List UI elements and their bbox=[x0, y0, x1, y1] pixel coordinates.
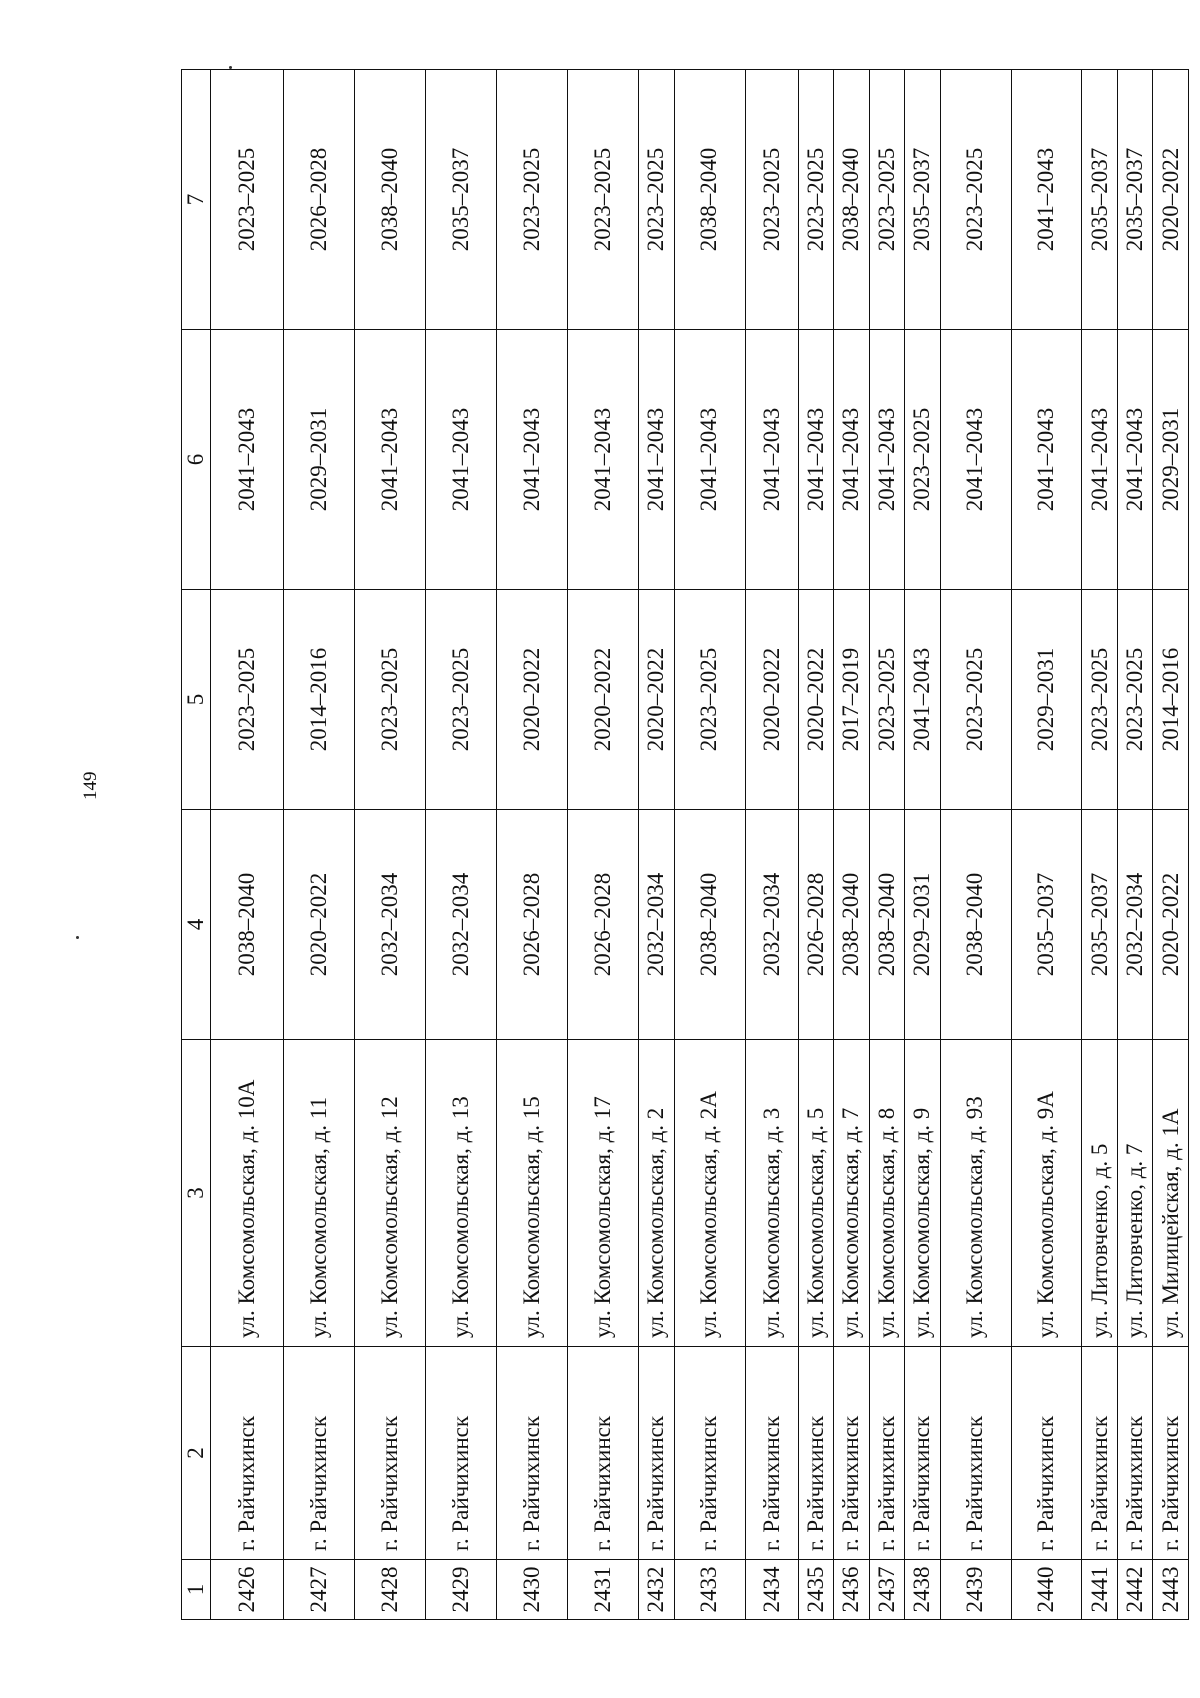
cell-address: ул. Комсомольская, д. 9А bbox=[1011, 1040, 1082, 1347]
cell-period-4: 2032–2034 bbox=[426, 810, 497, 1040]
cell-period-4: 2038–2040 bbox=[869, 810, 904, 1040]
table-row bbox=[1117, 70, 1152, 1620]
cell-period-7: 2038–2040 bbox=[834, 70, 869, 330]
cell-address: ул. Комсомольская, д. 93 bbox=[940, 1040, 1011, 1347]
cell-period-7: 2023–2025 bbox=[211, 70, 284, 330]
table-row bbox=[674, 70, 745, 1620]
cell-period-5: 2023–2025 bbox=[869, 590, 904, 810]
cell-period-7: 2038–2040 bbox=[674, 70, 745, 330]
cell-period-7: 2020–2022 bbox=[1153, 70, 1189, 330]
cell-period-4: 2032–2034 bbox=[1117, 810, 1152, 1040]
cell-period-5: 2020–2022 bbox=[497, 590, 568, 810]
cell-address: ул. Милицейская, д. 1А bbox=[1153, 1040, 1189, 1347]
column-header: 1 bbox=[182, 1560, 211, 1620]
cell-period-7: 2041–2043 bbox=[1011, 70, 1082, 330]
cell-address: ул. Комсомольская, д. 11 bbox=[284, 1040, 355, 1347]
cell-period-6: 2023–2025 bbox=[905, 330, 940, 590]
table-row bbox=[834, 70, 869, 1620]
cell-row-number: 2435 bbox=[798, 1560, 833, 1620]
cell-city: г. Райчихинск bbox=[674, 1347, 745, 1560]
cell-period-5: 2020–2022 bbox=[798, 590, 833, 810]
column-header: 2 bbox=[182, 1347, 211, 1560]
cell-period-4: 2038–2040 bbox=[940, 810, 1011, 1040]
cell-period-7: 2023–2025 bbox=[869, 70, 904, 330]
table-row bbox=[284, 70, 355, 1620]
cell-period-7: 2023–2025 bbox=[497, 70, 568, 330]
table-row bbox=[639, 70, 674, 1620]
table-row bbox=[798, 70, 833, 1620]
cell-row-number: 2436 bbox=[834, 1560, 869, 1620]
cell-period-7: 2035–2037 bbox=[1082, 70, 1117, 330]
cell-city: г. Райчихинск bbox=[355, 1347, 426, 1560]
cell-period-4: 2026–2028 bbox=[798, 810, 833, 1040]
cell-period-6: 2041–2043 bbox=[211, 330, 284, 590]
table-row bbox=[1082, 70, 1117, 1620]
cell-row-number: 2443 bbox=[1153, 1560, 1189, 1620]
table-row bbox=[211, 70, 284, 1620]
page-number: 149 bbox=[80, 771, 101, 800]
cell-period-4: 2032–2034 bbox=[745, 810, 798, 1040]
cell-period-4: 2026–2028 bbox=[497, 810, 568, 1040]
cell-period-6: 2041–2043 bbox=[1011, 330, 1082, 590]
cell-address: ул. Комсомольская, д. 3 bbox=[745, 1040, 798, 1347]
cell-period-5: 2029–2031 bbox=[1011, 590, 1082, 810]
cell-address: ул. Комсомольская, д. 15 bbox=[497, 1040, 568, 1347]
cell-city: г. Райчихинск bbox=[1082, 1347, 1117, 1560]
cell-period-6: 2041–2043 bbox=[568, 330, 639, 590]
cell-city: г. Райчихинск bbox=[940, 1347, 1011, 1560]
cell-city: г. Райчихинск bbox=[426, 1347, 497, 1560]
cell-address: ул. Комсомольская, д. 7 bbox=[834, 1040, 869, 1347]
cell-period-7: 2026–2028 bbox=[284, 70, 355, 330]
cell-period-7: 2023–2025 bbox=[940, 70, 1011, 330]
cell-period-6: 2041–2043 bbox=[674, 330, 745, 590]
cell-row-number: 2440 bbox=[1011, 1560, 1082, 1620]
cell-row-number: 2438 bbox=[905, 1560, 940, 1620]
cell-period-6: 2041–2043 bbox=[834, 330, 869, 590]
cell-row-number: 2434 bbox=[745, 1560, 798, 1620]
table-row bbox=[426, 70, 497, 1620]
table-row bbox=[1011, 70, 1082, 1620]
cell-city: г. Райчихинск bbox=[568, 1347, 639, 1560]
cell-row-number: 2427 bbox=[284, 1560, 355, 1620]
cell-period-5: 2014–2016 bbox=[284, 590, 355, 810]
cell-period-6: 2029–2031 bbox=[1153, 330, 1189, 590]
cell-row-number: 2430 bbox=[497, 1560, 568, 1620]
cell-period-6: 2041–2043 bbox=[745, 330, 798, 590]
cell-address: ул. Комсомольская, д. 2 bbox=[639, 1040, 674, 1347]
cell-row-number: 2437 bbox=[869, 1560, 904, 1620]
cell-row-number: 2432 bbox=[639, 1560, 674, 1620]
cell-city: г. Райчихинск bbox=[869, 1347, 904, 1560]
cell-row-number: 2426 bbox=[211, 1560, 284, 1620]
cell-period-6: 2041–2043 bbox=[869, 330, 904, 590]
cell-row-number: 2431 bbox=[568, 1560, 639, 1620]
cell-address: ул. Литовченко, д. 7 bbox=[1117, 1040, 1152, 1347]
column-header: 4 bbox=[182, 810, 211, 1040]
cell-period-6: 2041–2043 bbox=[940, 330, 1011, 590]
cell-period-6: 2041–2043 bbox=[798, 330, 833, 590]
table-row bbox=[940, 70, 1011, 1620]
cell-city: г. Райчихинск bbox=[745, 1347, 798, 1560]
cell-address: ул. Комсомольская, д. 9 bbox=[905, 1040, 940, 1347]
cell-period-7: 2023–2025 bbox=[639, 70, 674, 330]
cell-city: г. Райчихинск bbox=[639, 1347, 674, 1560]
data-table bbox=[181, 69, 1189, 1620]
cell-address: ул. Комсомольская, д. 13 bbox=[426, 1040, 497, 1347]
rotated-table-container bbox=[181, 70, 1189, 1620]
cell-period-6: 2041–2043 bbox=[355, 330, 426, 590]
cell-address: ул. Комсомольская, д. 5 bbox=[798, 1040, 833, 1347]
table-row bbox=[745, 70, 798, 1620]
cell-period-6: 2041–2043 bbox=[1082, 330, 1117, 590]
cell-period-4: 2029–2031 bbox=[905, 810, 940, 1040]
cell-city: г. Райчихинск bbox=[905, 1347, 940, 1560]
cell-period-4: 2020–2022 bbox=[1153, 810, 1189, 1040]
cell-period-4: 2020–2022 bbox=[284, 810, 355, 1040]
cell-period-5: 2041–2043 bbox=[905, 590, 940, 810]
cell-period-4: 2038–2040 bbox=[211, 810, 284, 1040]
cell-period-4: 2035–2037 bbox=[1011, 810, 1082, 1040]
cell-period-4: 2038–2040 bbox=[674, 810, 745, 1040]
cell-period-7: 2035–2037 bbox=[426, 70, 497, 330]
table-row bbox=[869, 70, 904, 1620]
cell-address: ул. Комсомольская, д. 2А bbox=[674, 1040, 745, 1347]
column-header: 5 bbox=[182, 590, 211, 810]
cell-period-4: 2032–2034 bbox=[639, 810, 674, 1040]
cell-row-number: 2428 bbox=[355, 1560, 426, 1620]
cell-period-7: 2023–2025 bbox=[745, 70, 798, 330]
cell-row-number: 2439 bbox=[940, 1560, 1011, 1620]
cell-period-5: 2023–2025 bbox=[426, 590, 497, 810]
cell-period-5: 2023–2025 bbox=[1082, 590, 1117, 810]
cell-period-6: 2029–2031 bbox=[284, 330, 355, 590]
cell-city: г. Райчихинск bbox=[834, 1347, 869, 1560]
cell-city: г. Райчихинск bbox=[1117, 1347, 1152, 1560]
cell-period-4: 2035–2037 bbox=[1082, 810, 1117, 1040]
cell-address: ул. Комсомольская, д. 10А bbox=[211, 1040, 284, 1347]
cell-period-5: 2023–2025 bbox=[355, 590, 426, 810]
cell-city: г. Райчихинск bbox=[497, 1347, 568, 1560]
table-row bbox=[905, 70, 940, 1620]
cell-city: г. Райчихинск bbox=[1011, 1347, 1082, 1560]
column-header: 3 bbox=[182, 1040, 211, 1347]
header-row bbox=[182, 70, 211, 1620]
cell-period-5: 2023–2025 bbox=[674, 590, 745, 810]
scan-speck bbox=[76, 936, 79, 939]
cell-period-5: 2023–2025 bbox=[211, 590, 284, 810]
cell-period-5: 2023–2025 bbox=[940, 590, 1011, 810]
cell-row-number: 2429 bbox=[426, 1560, 497, 1620]
table-row bbox=[497, 70, 568, 1620]
cell-period-6: 2041–2043 bbox=[639, 330, 674, 590]
cell-address: ул. Комсомольская, д. 8 bbox=[869, 1040, 904, 1347]
cell-period-4: 2026–2028 bbox=[568, 810, 639, 1040]
cell-period-7: 2038–2040 bbox=[355, 70, 426, 330]
cell-row-number: 2433 bbox=[674, 1560, 745, 1620]
cell-city: г. Райчихинск bbox=[211, 1347, 284, 1560]
cell-period-7: 2035–2037 bbox=[1117, 70, 1152, 330]
cell-period-6: 2041–2043 bbox=[1117, 330, 1152, 590]
cell-period-6: 2041–2043 bbox=[426, 330, 497, 590]
cell-period-5: 2014–2016 bbox=[1153, 590, 1189, 810]
cell-period-4: 2032–2034 bbox=[355, 810, 426, 1040]
column-header: 7 bbox=[182, 70, 211, 330]
cell-period-5: 2020–2022 bbox=[745, 590, 798, 810]
cell-period-5: 2017–2019 bbox=[834, 590, 869, 810]
cell-period-7: 2035–2037 bbox=[905, 70, 940, 330]
cell-city: г. Райчихинск bbox=[1153, 1347, 1189, 1560]
table-row bbox=[355, 70, 426, 1620]
cell-address: ул. Литовченко, д. 5 bbox=[1082, 1040, 1117, 1347]
cell-period-7: 2023–2025 bbox=[798, 70, 833, 330]
table-body bbox=[211, 70, 1189, 1620]
cell-row-number: 2442 bbox=[1117, 1560, 1152, 1620]
cell-period-5: 2020–2022 bbox=[639, 590, 674, 810]
column-header: 6 bbox=[182, 330, 211, 590]
cell-city: г. Райчихинск bbox=[798, 1347, 833, 1560]
cell-address: ул. Комсомольская, д. 12 bbox=[355, 1040, 426, 1347]
cell-period-7: 2023–2025 bbox=[568, 70, 639, 330]
cell-period-4: 2038–2040 bbox=[834, 810, 869, 1040]
cell-row-number: 2441 bbox=[1082, 1560, 1117, 1620]
cell-period-5: 2023–2025 bbox=[1117, 590, 1152, 810]
cell-city: г. Райчихинск bbox=[284, 1347, 355, 1560]
cell-period-5: 2020–2022 bbox=[568, 590, 639, 810]
table-row bbox=[568, 70, 639, 1620]
table-row bbox=[1153, 70, 1189, 1620]
cell-period-6: 2041–2043 bbox=[497, 330, 568, 590]
cell-address: ул. Комсомольская, д. 17 bbox=[568, 1040, 639, 1347]
